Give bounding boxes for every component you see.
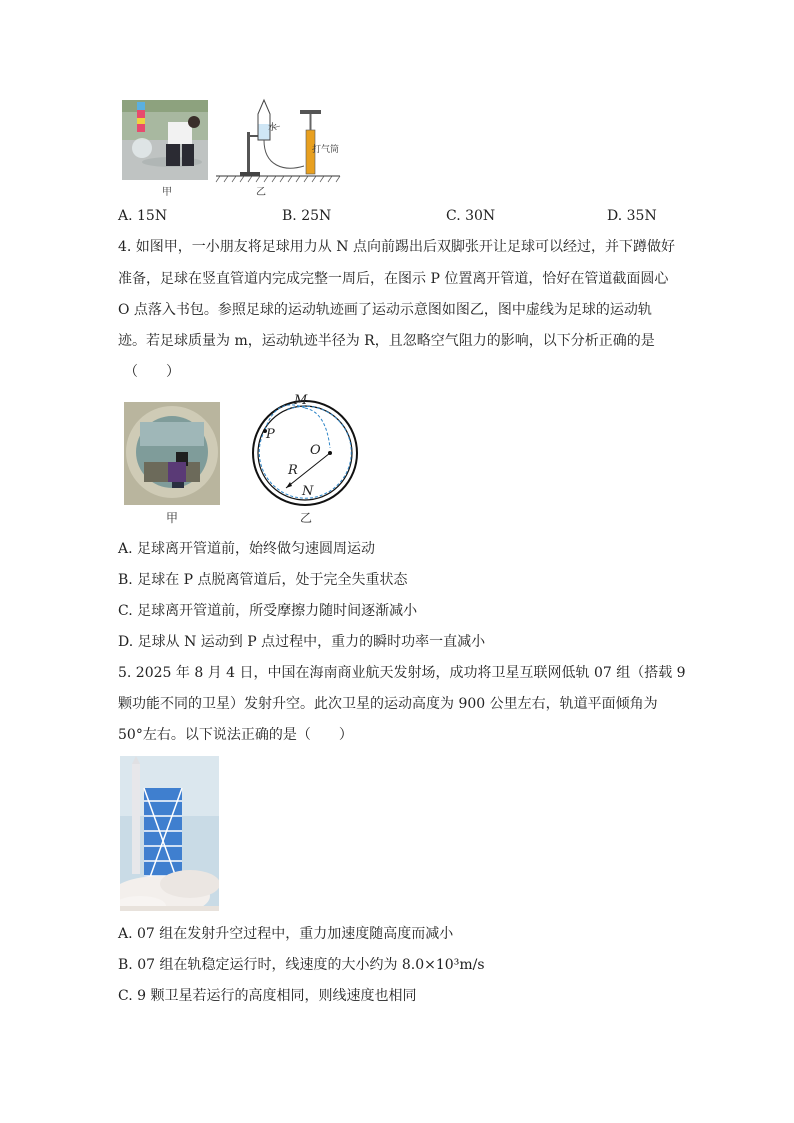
photo-rocket-launch	[122, 100, 208, 180]
q5-stem-line-1: 5. 2025 年 8 月 4 日，中国在海南商业航天发射场，成功将卫星互联网低轨 07 组（搭载 9	[118, 665, 686, 681]
q5-option-a: A. 07 组在发射升空过程中，重力加速度随高度而减小	[118, 926, 454, 942]
label-water: 水	[268, 123, 278, 133]
q4-option-b: B. 足球在 P 点脱离管道后，处于完全失重状态	[118, 572, 408, 588]
q3-option-d: D. 35N	[607, 208, 657, 224]
q3-fig-jia-label: 甲	[162, 187, 172, 198]
q5-stem-line-2: 颗功能不同的卫星）发射升空。此次卫星的运动高度为 900 公里左右，轨道平面倾角为	[118, 696, 658, 712]
q4-stem-line-5: （ ）	[124, 364, 180, 380]
q4-option-a: A. 足球离开管道前，始终做匀速圆周运动	[118, 541, 376, 557]
q4-stem-line-4: 迹。若足球质量为 m，运动轨迹半径为 R，且忽略空气阻力的影响，以下分析正确的是	[118, 333, 655, 349]
label-P: P	[266, 427, 275, 442]
q4-stem-line-2: 准备，足球在竖直管道内完成完整一周后，在图示 P 位置离开管道，恰好在管道截面圆心	[118, 271, 669, 287]
photo-rocket-launch-tower	[120, 756, 219, 911]
q4-option-d: D. 足球从 N 运动到 P 点过程中，重力的瞬时功率一直减小	[118, 634, 486, 650]
q5-option-b: B. 07 组在轨稳定运行时，线速度的大小约为 8.0×10³m/s	[118, 957, 485, 973]
q4-fig-yi-label: 乙	[300, 511, 313, 525]
q3-option-b: B. 25N	[282, 208, 332, 224]
label-R: R	[288, 463, 298, 478]
q4-stem-line-3: O 点落入书包。参照足球的运动轨迹画了运动示意图如图乙，图中虚线为足球的运动轨	[118, 302, 652, 318]
q4-stem-line-1: 4. 如图甲，一小朋友将足球用力从 N 点向前踢出后双脚张开让足球可以经过，并下蹲做好	[118, 239, 675, 255]
diagram-rocket-pump	[214, 96, 344, 184]
label-M: M	[294, 393, 308, 408]
q3-fig-yi-label: 乙	[256, 187, 266, 198]
q4-option-c: C. 足球离开管道前，所受摩擦力随时间逐渐减小	[118, 603, 418, 619]
label-N: N	[302, 484, 314, 499]
q3-option-a: A. 15N	[118, 208, 168, 224]
q4-fig-jia-label: 甲	[166, 511, 179, 525]
photo-pipe-child	[124, 402, 220, 505]
q3-option-c: C. 30N	[446, 208, 496, 224]
label-pump: 打气筒	[312, 145, 340, 155]
label-O: O	[310, 443, 321, 458]
diagram-circular-pipe	[250, 393, 360, 508]
q5-option-c: C. 9 颗卫星若运行的高度相同，则线速度也相同	[118, 988, 417, 1004]
q5-stem-line-3: 50°左右。以下说法正确的是（ ）	[118, 727, 353, 743]
